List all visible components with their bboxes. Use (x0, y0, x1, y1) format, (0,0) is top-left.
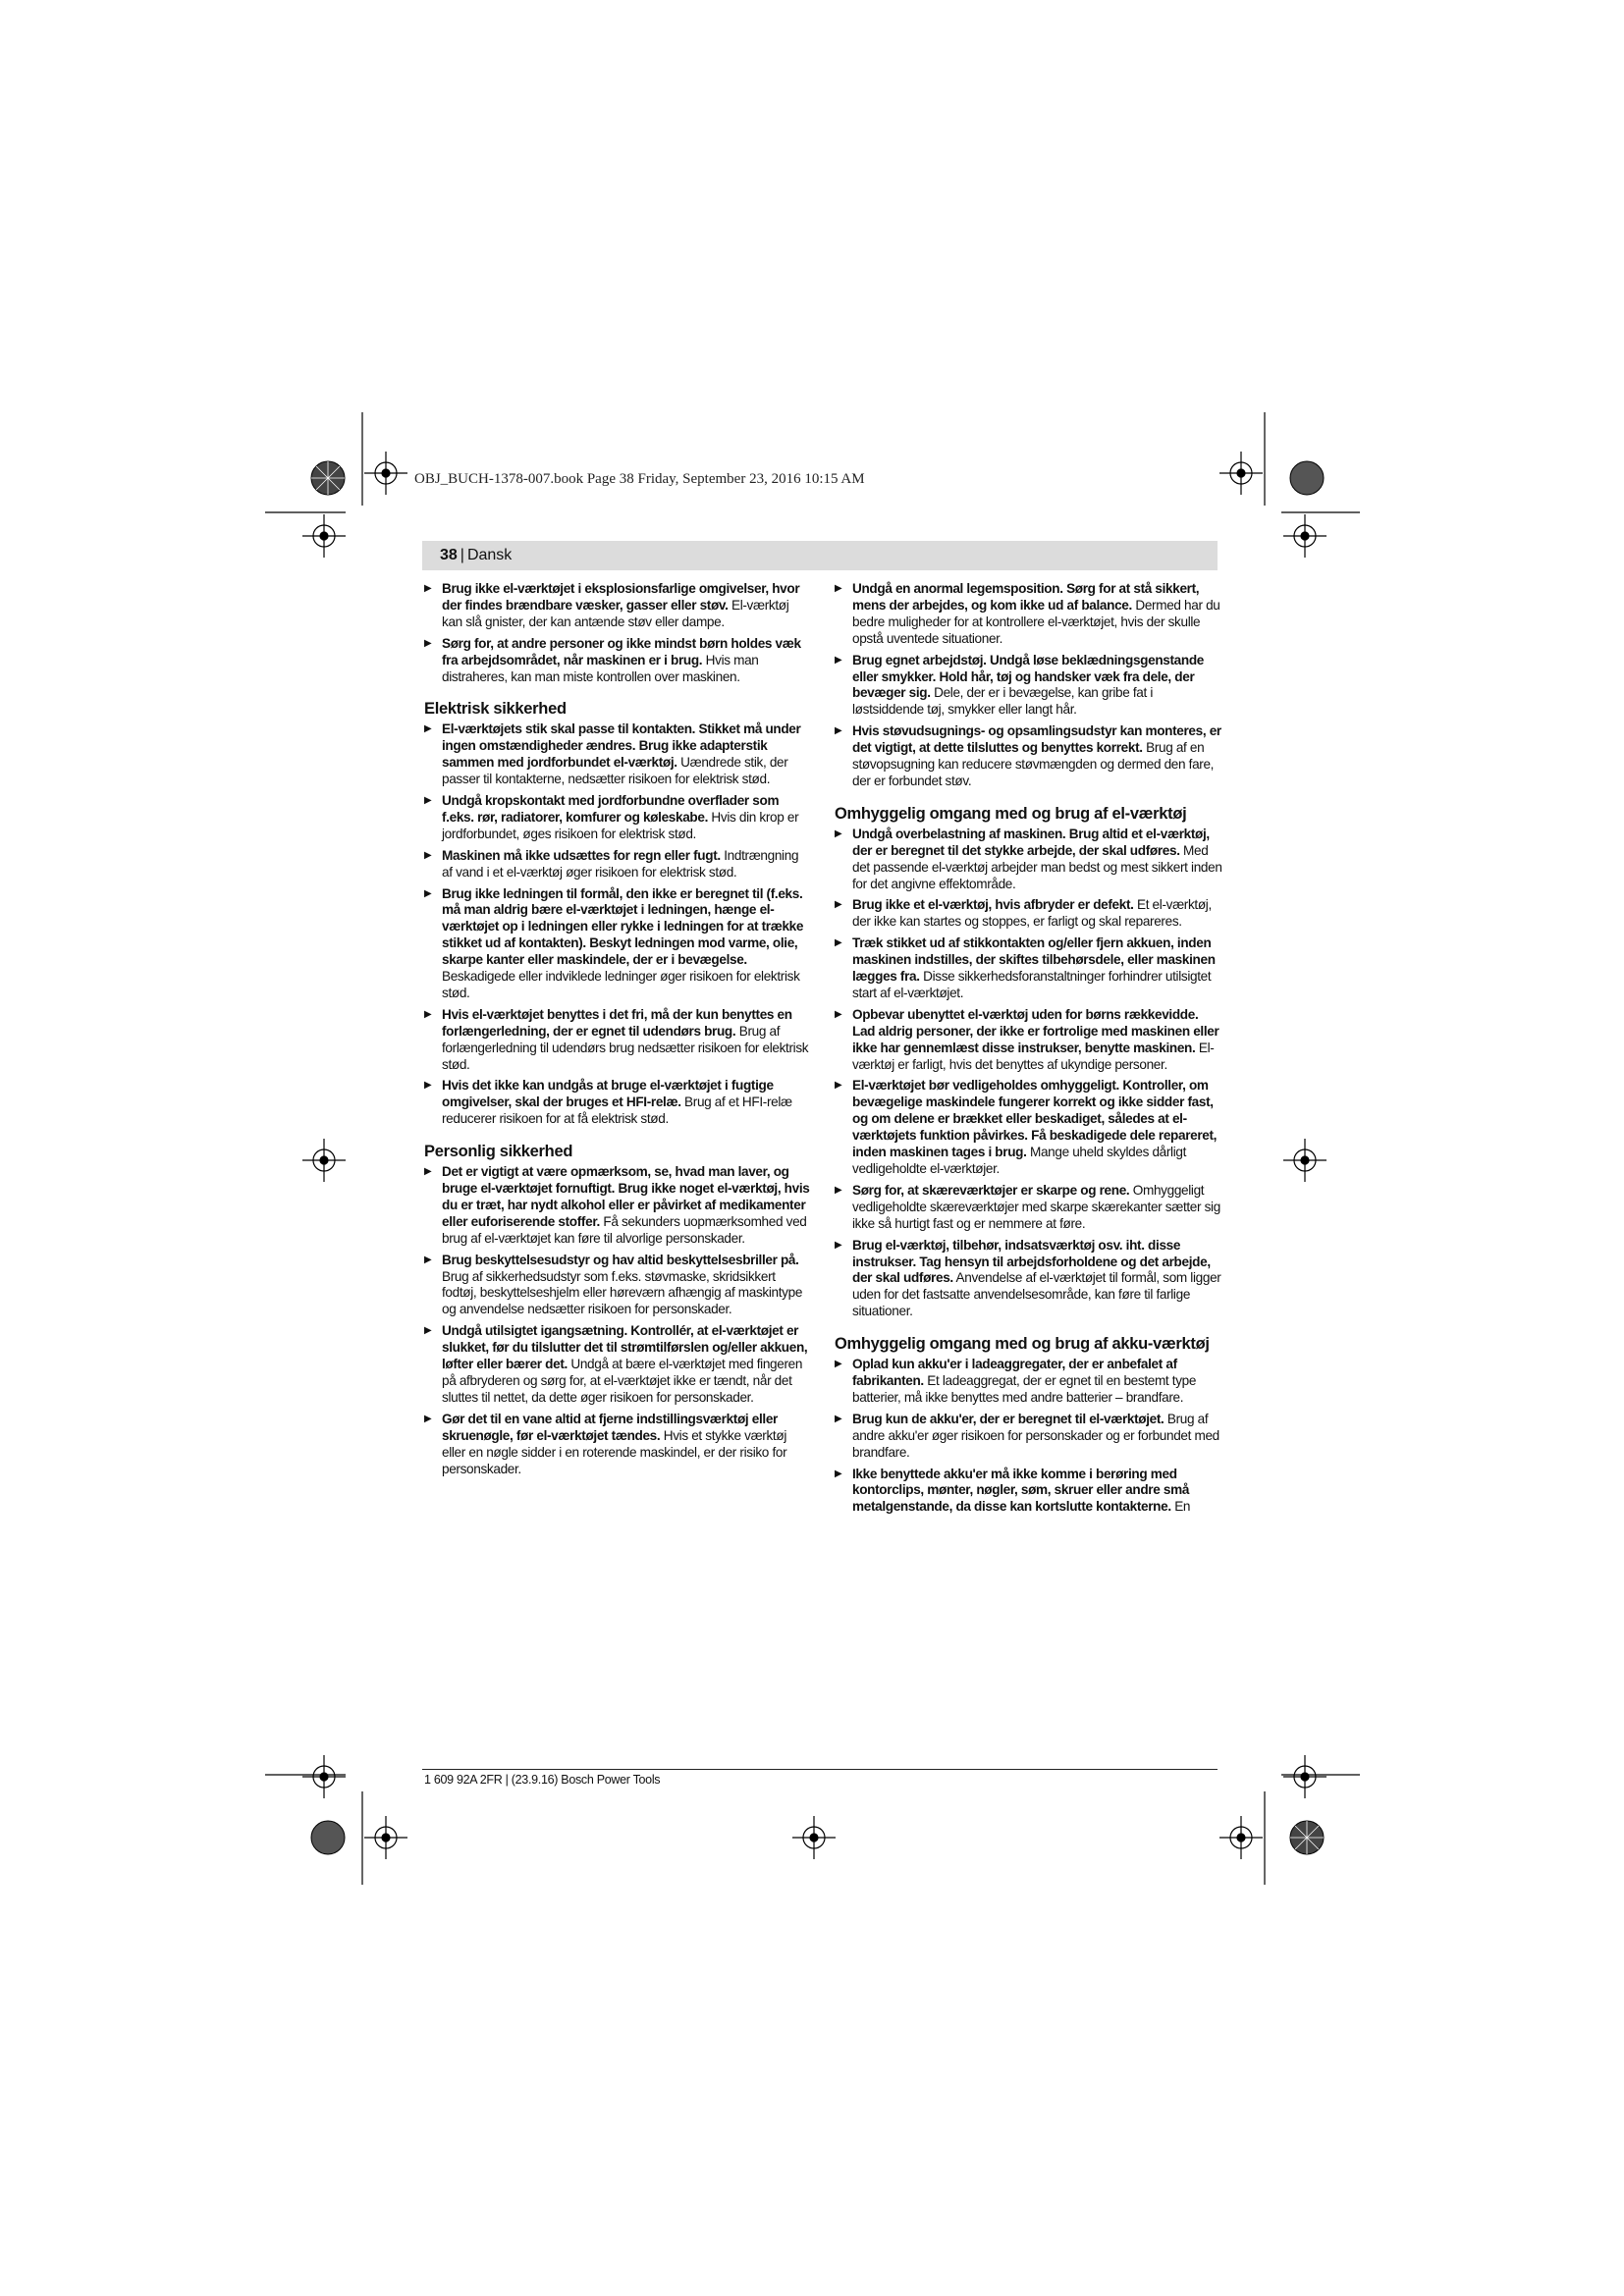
safety-item-bold-text: El-værktøjet bør vedligeholdes omhyggeligt. Kontroller, om bevægelige maskindele fungerer korrekt og ikke sidder fast, og om delene er brækket eller beskadiget, således at el-værktøjets funktion påvirkes. Få beskadigede dele repareret, inden maskinen tages i brug. (852, 1078, 1218, 1160)
registration-target (302, 1755, 346, 1798)
safety-item (835, 827, 1222, 893)
header-language: Dansk (466, 547, 513, 563)
safety-item (835, 1183, 1222, 1233)
safety-item-bold-text: Undgå kropskontakt med jordforbundne overflader som f.eks. rør, radiatorer, komfurer og køleskabe. (442, 792, 780, 825)
safety-item (835, 723, 1222, 790)
safety-item (424, 581, 812, 631)
registration-target (302, 1139, 346, 1182)
safety-item (835, 897, 1222, 931)
safety-item-bold-text: Brug egnet arbejdstøj. Undgå løse beklædningsgenstande eller smykker. Hold hår, tøj og handsker væk fra dele, der bevæger sig. (852, 652, 1205, 701)
bullet-arrow-icon: ▶ (424, 1325, 432, 1337)
safety-item (424, 1078, 812, 1128)
registration-target (792, 1816, 836, 1859)
safety-item-explanation: Hvis din krop er jordforbundet, øges risikoen for elektrisk stød. (442, 809, 799, 841)
footer-text: 1 609 92A 2FR | (23.9.16) Bosch Power Tools (424, 1773, 661, 1787)
bullet-arrow-icon: ▶ (424, 583, 432, 594)
section-heading-battery: Omhyggelig omgang med og brug af akku-værktøj (835, 1335, 1210, 1354)
safety-item-explanation: Et ladeaggregat, der er egnet til en bestemt type batterier, må ikke benyttes med andre batterier – brandfare. (852, 1372, 1197, 1405)
safety-item-explanation: Brug af forlængerledning til udendørs brug nedsætter risikoen for elektrisk stød. (442, 1023, 809, 1072)
bullet-arrow-icon: ▶ (424, 1413, 432, 1424)
bullet-arrow-icon: ▶ (835, 1008, 842, 1020)
safety-item-bold-text: Brug kun de akku'er, der er beregnet til el-værktøjet. (852, 1411, 1164, 1426)
bullet-arrow-icon: ▶ (835, 654, 842, 666)
safety-item (835, 1238, 1222, 1321)
safety-item-bold-text: Ikke benyttede akku'er må ikke komme i berøring med kontorclips, mønter, nøgler, søm, skruer eller andre små metalgenstande, da disse kan kortslutte kontakterne. (852, 1466, 1190, 1515)
safety-item-explanation: Beskadigede eller indviklede ledninger øger risikoen for elektrisk stød. (442, 969, 800, 1000)
safety-item-bold-text: Brug beskyttelsesudstyr og hav altid beskyttelsesbriller på. (442, 1252, 799, 1267)
section-heading-careful-use: Omhyggelig omgang med og brug af el-værktøj (835, 804, 1187, 823)
safety-item-explanation: Et el-værktøj, der ikke kan startes og stoppes, er farligt og skal repareres. (852, 897, 1212, 930)
bullet-arrow-icon: ▶ (835, 725, 842, 737)
bullet-arrow-icon: ▶ (835, 1080, 842, 1092)
section-heading-electric: Elektrisk sikkerhed (424, 700, 567, 719)
safety-item-bold-text: Sørg for, at andre personer og ikke mindst børn holdes væk fra arbejdsområdet, når maskinen er i brug. (442, 635, 801, 667)
safety-item-explanation: Mange uheld skyldes dårligt vedligeholdte el-værktøjer. (852, 1145, 1187, 1176)
bullet-arrow-icon: ▶ (424, 1254, 432, 1265)
print-info-line: OBJ_BUCH-1378-007.book Page 38 Friday, September 23, 2016 10:15 AM (414, 471, 865, 487)
safety-item-explanation: Indtrængning af vand i et el-værktøj øger risikoen for elektrisk stød. (442, 847, 799, 880)
safety-item-explanation: Disse sikkerhedsforanstaltninger forhindrer utilsigtet start af el-værktøjet. (852, 969, 1212, 1000)
registration-target (1283, 1139, 1326, 1182)
safety-item (835, 1467, 1222, 1517)
color-wheel-target (1290, 461, 1324, 495)
safety-item-bold-text: Undgå en anormal legemsposition. Sørg for at stå sikkert, mens der arbejdes, og kom ikke ud af balance. (852, 581, 1200, 613)
safety-item-explanation: Dermed har du bedre muligheder for at kontrollere el-værktøjet, hvis der skulle opstå uventede situationer. (852, 597, 1220, 646)
safety-item (835, 1357, 1222, 1407)
safety-item (424, 848, 812, 881)
safety-item-bold-text: Gør det til en vane altid at fjerne indstillingsværktøj eller skruenøgle, før el-værktøjet tændes. (442, 1411, 778, 1443)
bullet-arrow-icon: ▶ (424, 887, 432, 899)
safety-item (424, 721, 812, 788)
color-wheel-target (311, 1821, 345, 1854)
safety-item (424, 1323, 812, 1407)
safety-item-explanation: Undgå at bære el-værktøjet med fingeren på afbryderen og sørg for, at el-værktøjet ikke er tændt, når det sluttes til nettet, da dette øger risikoen for personskader. (442, 1357, 803, 1405)
safety-item-explanation: En (1170, 1499, 1191, 1515)
safety-item-explanation: Brug af sikkerhedsudstyr som f.eks. støvmaske, skridsikkert fodtøj, beskyttelseshjelm eller høreværn afhængig af maskintype og anvendelse nedsætter risikoen for personskader. (442, 1268, 803, 1317)
bullet-arrow-icon: ▶ (835, 828, 842, 839)
registration-target (1219, 452, 1263, 495)
bullet-arrow-icon: ▶ (835, 1184, 842, 1196)
safety-item-bold-text: Træk stikket ud af stikkontakten og/eller fjern akkuen, inden maskinen indstilles, der skiftes tilbehørsdele, eller maskinen lægges fra. (852, 935, 1216, 985)
safety-item-explanation: Med det passende el-værktøj arbejder man bedst og mest sikkert inden for det angivne effektområde. (852, 842, 1222, 891)
safety-item (424, 1253, 812, 1319)
bullet-arrow-icon: ▶ (835, 899, 842, 911)
footer-rule (422, 1769, 1218, 1770)
bullet-arrow-icon: ▶ (424, 637, 432, 649)
bullet-arrow-icon: ▶ (835, 1413, 842, 1424)
safety-item-bold-text: Hvis det ikke kan undgås at bruge el-værktøjet i fugtige omgivelser, skal der bruges et HFI-relæ. (442, 1078, 774, 1110)
bullet-arrow-icon: ▶ (424, 1166, 432, 1178)
safety-item (835, 653, 1222, 720)
registration-target (364, 452, 407, 495)
bullet-arrow-icon: ▶ (835, 1468, 842, 1479)
safety-item-bold-text: El-værktøjets stik skal passe til kontakten. Stikket må under ingen omstændigheder ændres. Brug ikke adapterstik sammen med jordforbundet el-værktøj. (442, 721, 801, 771)
safety-item (835, 581, 1222, 648)
safety-item (835, 1007, 1222, 1074)
bullet-arrow-icon: ▶ (835, 1239, 842, 1251)
registration-target (364, 1816, 407, 1859)
safety-item-bold-text: Brug el-værktøj, tilbehør, indsatsværktøj osv. iht. disse instrukser. Tag hensyn til arbejdsforholdene og det arbejde, der skal udføres. (852, 1237, 1211, 1286)
safety-item-bold-text: Hvis el-værktøjet benyttes i det fri, må der kun benyttes en forlængerledning, der er egnet til udendørs brug. (442, 1006, 792, 1039)
safety-item (835, 935, 1222, 1002)
safety-item (424, 1164, 812, 1248)
intro-list (424, 581, 812, 685)
safety-item (424, 1007, 812, 1074)
safety-item (424, 636, 812, 686)
bullet-arrow-icon: ▶ (424, 1008, 432, 1020)
left-column (424, 581, 812, 1482)
safety-item-bold-text: Sørg for, at skæreværktøjer er skarpe og rene. (852, 1182, 1130, 1198)
header-separator: | (460, 547, 464, 563)
safety-item-bold-text: Brug ikke el-værktøjet i eksplosionsfarlige omgivelser, hvor der findes brændbare væsker, gasser eller støv. (442, 581, 800, 613)
top-list (835, 581, 1222, 790)
registration-target (302, 514, 346, 558)
safety-item-explanation: El-værktøj kan slå gnister, der kan antænde støv eller dampe. (442, 597, 789, 629)
safety-item-explanation: Brug af andre akku'er øger risikoen for personskader og er forbundet med brandfare. (852, 1411, 1219, 1460)
safety-item (835, 1412, 1222, 1462)
safety-item-explanation: Hvis man distraheres, kan man miste kontrollen over maskinen. (442, 652, 759, 684)
bullet-arrow-icon: ▶ (424, 723, 432, 735)
bullet-arrow-icon: ▶ (835, 583, 842, 594)
section-heading-personal: Personlig sikkerhed (424, 1143, 573, 1161)
safety-item-bold-text: Det er vigtigt at være opmærksom, se, hvad man laver, og bruge el-værktøjet fornuftigt. Brug ikke noget el-værktøj, hvis du er træt, har nydt alkohol eller er påvirket af medikamenter eller euforiserende stoffer. (442, 1164, 810, 1229)
bullet-arrow-icon: ▶ (424, 849, 432, 861)
safety-item (424, 793, 812, 843)
bullet-arrow-icon: ▶ (835, 1359, 842, 1370)
battery-list (835, 1357, 1222, 1516)
page-header (422, 541, 1218, 570)
bullet-arrow-icon: ▶ (424, 1080, 432, 1092)
electric-list (424, 721, 812, 1128)
page-number: 38 (440, 547, 458, 563)
safety-item-explanation: Anvendelse af el-værktøjet til formål, som ligger uden for det fastsatte anvendelsesområde, kan føre til farlige situationer. (852, 1270, 1221, 1319)
registration-target (1283, 514, 1326, 558)
registration-target (1283, 1755, 1326, 1798)
safety-item-bold-text: Undgå overbelastning af maskinen. Brug altid et el-værktøj, der er beregnet til det stykke arbejde, der skal udføres. (852, 826, 1210, 858)
safety-item-explanation: Dele, der er i bevægelse, kan gribe fat i løstsiddende tøj, smykker eller langt hår. (852, 685, 1154, 718)
safety-item-bold-text: Brug ikke et el-værktøj, hvis afbryder er defekt. (852, 897, 1134, 913)
safety-item-bold-text: Brug ikke ledningen til formål, den ikke er beregnet til (f.eks. må man aldrig bære el-værktøjet i ledningen, hænge el-værktøjet op i ledningen eller rykke i ledningen for at trække stikket ud af kontakten). Beskyt ledningen mod varme, olie, skarpe kanter eller maskindele, der er i bevægelse. (442, 885, 804, 968)
bullet-arrow-icon: ▶ (424, 794, 432, 806)
color-wheel-target (1290, 1821, 1324, 1854)
safety-item (835, 1078, 1222, 1177)
color-wheel-target (311, 461, 345, 495)
safety-item-bold-text: Oplad kun akku'er i ladeaggregater, der er anbefalet af fabrikanten. (852, 1357, 1177, 1388)
right-column (835, 581, 1222, 1521)
safety-item-bold-text: Maskinen må ikke udsættes for regn eller fugt. (442, 847, 721, 863)
safety-item-explanation: Hvis et stykke værktøj eller en nøgle sidder i en roterende maskindel, er der risiko for personskader. (442, 1427, 787, 1476)
safety-item-explanation: Omhyggeligt vedligeholdte skæreværktøjer med skarpe skærekanter sætter sig ikke så hurtigt fast og er nemmere at føre. (852, 1182, 1220, 1231)
safety-item-bold-text: Opbevar ubenyttet el-værktøj uden for børns rækkevidde. Lad aldrig personer, der ikke er fortrolige med maskinen eller ikke har gennemlæst disse instrukser, benytte maskinen. (852, 1006, 1219, 1055)
safety-item-explanation: Brug af et HFI-relæ reducerer risikoen for at få elektrisk stød. (442, 1095, 792, 1127)
safety-item (424, 1412, 812, 1478)
safety-item-explanation: Uændrede stik, der passer til kontakterne, nedsætter risikoen for elektrisk stød. (442, 755, 788, 787)
safety-item-explanation: Få sekunders uopmærksomhed ved brug af el-værktøjet kan føre til alvorlige personskader. (442, 1213, 807, 1246)
safety-item-explanation: El-værktøj er farligt, hvis det benyttes af ukyndige personer. (852, 1040, 1215, 1072)
safety-item-explanation: Brug af en støvopsugning kan reducere støvmængden og dermed den fare, der er forbundet støv. (852, 740, 1215, 788)
personal-list (424, 1164, 812, 1477)
registration-target (1219, 1816, 1263, 1859)
careful-list (835, 827, 1222, 1320)
safety-item-bold-text: Undgå utilsigtet igangsætning. Kontrollér, at el-værktøjet er slukket, før du tilslutter det til strømtilførslen og/eller akkuen, løfter eller bærer det. (442, 1323, 808, 1372)
safety-item-bold-text: Hvis støvudsugnings- og opsamlingsudstyr kan monteres, er det vigtigt, at dette tilsluttes og benyttes korrekt. (852, 723, 1221, 756)
bullet-arrow-icon: ▶ (835, 937, 842, 949)
safety-item (424, 886, 812, 1002)
